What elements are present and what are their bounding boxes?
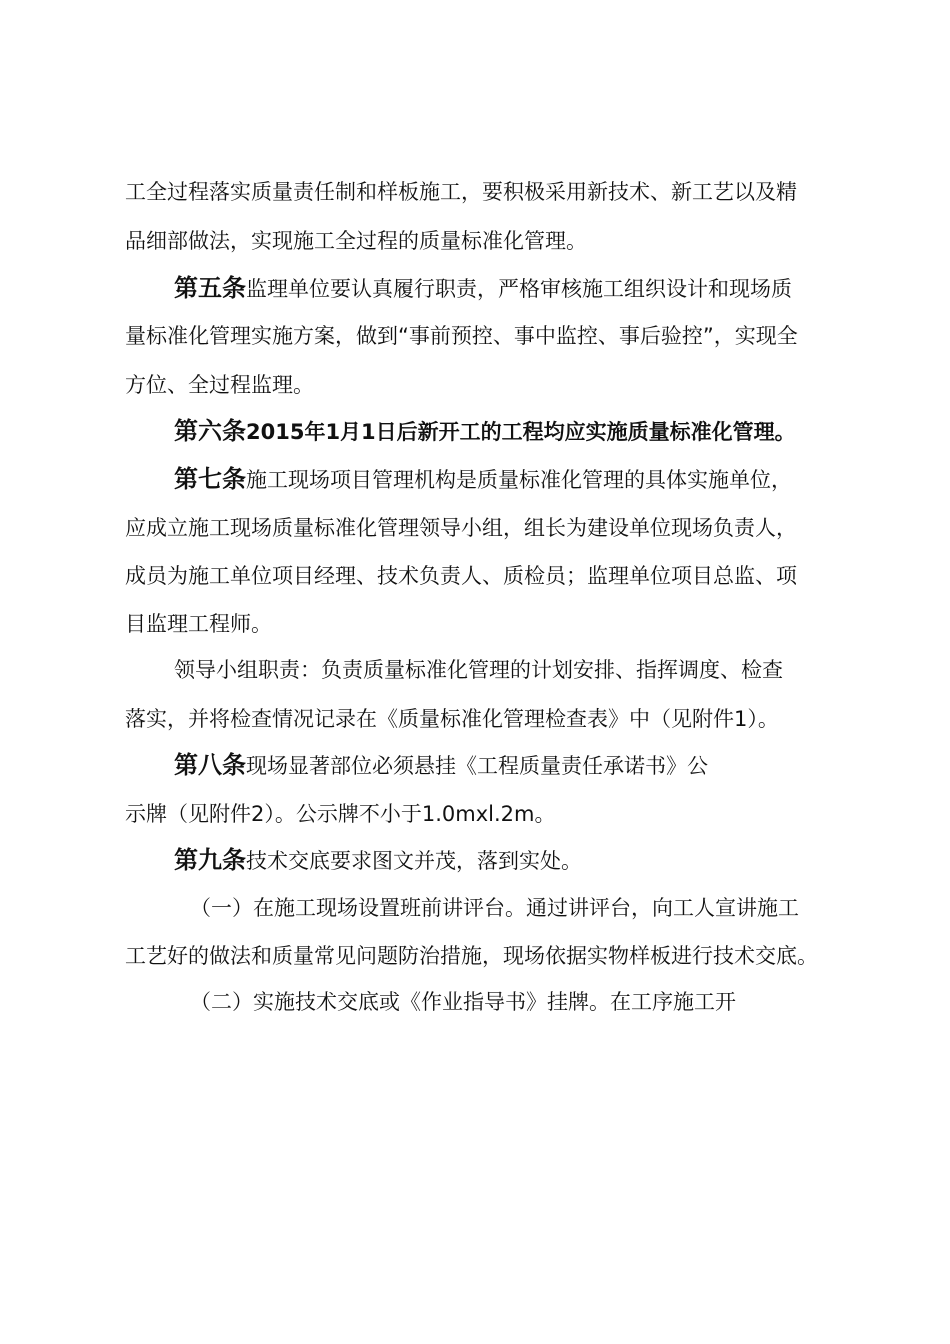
article-line [174, 417, 796, 445]
line-text: 量标准化管理实施方案，做到“事前预控、事中监控、事后验控”，实现全 [125, 324, 798, 348]
article-line [174, 465, 792, 493]
text-line [190, 894, 799, 922]
article-line [174, 751, 708, 779]
line-text: 工艺好的做法和质量常见问题防治措施，现场依据实物样板进行技术交底。 [125, 944, 818, 968]
line-text: 示牌（见附件2）。公示牌不小于1.0mxl.2m。 [125, 802, 556, 826]
line-text: 方位、全过程监理。 [125, 373, 314, 397]
text-line [190, 988, 736, 1016]
line-text: 领导小组职责：负责质量标准化管理的计划安排、指挥调度、检查 [174, 658, 783, 682]
text-line [125, 562, 797, 590]
article-line [174, 846, 582, 874]
line-text: 品细部做法，实现施工全过程的质量标准化管理。 [125, 229, 587, 253]
text-line [125, 178, 797, 206]
text-line [174, 656, 783, 684]
article-heading: 第九条 [174, 846, 246, 874]
line-text: 施工现场项目管理机构是质量标准化管理的具体实施单位， [246, 468, 792, 492]
article-heading: 第八条 [174, 751, 246, 779]
article-line [174, 274, 792, 302]
article-heading: 第五条 [174, 274, 246, 302]
line-text: 目监理工程师。 [125, 612, 272, 636]
text-line [125, 371, 314, 399]
line-text: 现场显著部位必须悬挂《工程质量责任承诺书》公 [246, 754, 708, 778]
text-line [125, 514, 797, 542]
article-heading: 第七条 [174, 465, 246, 493]
line-text: （二）实施技术交底或《作业指导书》挂牌。在工序施工开 [190, 990, 736, 1014]
text-line [125, 322, 798, 350]
line-text: 监理单位要认真履行职责，严格审核施工组织设计和现场质 [246, 277, 792, 301]
line-text: （一）在施工现场设置班前讲评台。通过讲评台，向工人宣讲施工 [190, 896, 799, 920]
text-line [125, 800, 555, 828]
article-heading: 第六条 [174, 417, 246, 445]
text-line [125, 610, 272, 638]
line-text: 技术交底要求图文并茂，落到实处。 [246, 849, 582, 873]
text-line [125, 942, 818, 970]
line-text: 落实，并将检查情况记录在《质量标准化管理检查表》中（见附件1）。 [125, 707, 779, 731]
line-text: 2015年1月1日后新开工的工程均应实施质量标准化管理。 [246, 420, 796, 444]
text-line [125, 705, 779, 733]
line-text: 工全过程落实质量责任制和样板施工，要积极采用新技术、新工艺以及精 [125, 180, 797, 204]
text-line [125, 227, 587, 255]
line-text: 成员为施工单位项目经理、技术负责人、质检员；监理单位项目总监、项 [125, 564, 797, 588]
line-text: 应成立施工现场质量标准化管理领导小组，组长为建设单位现场负责人， [125, 516, 797, 540]
